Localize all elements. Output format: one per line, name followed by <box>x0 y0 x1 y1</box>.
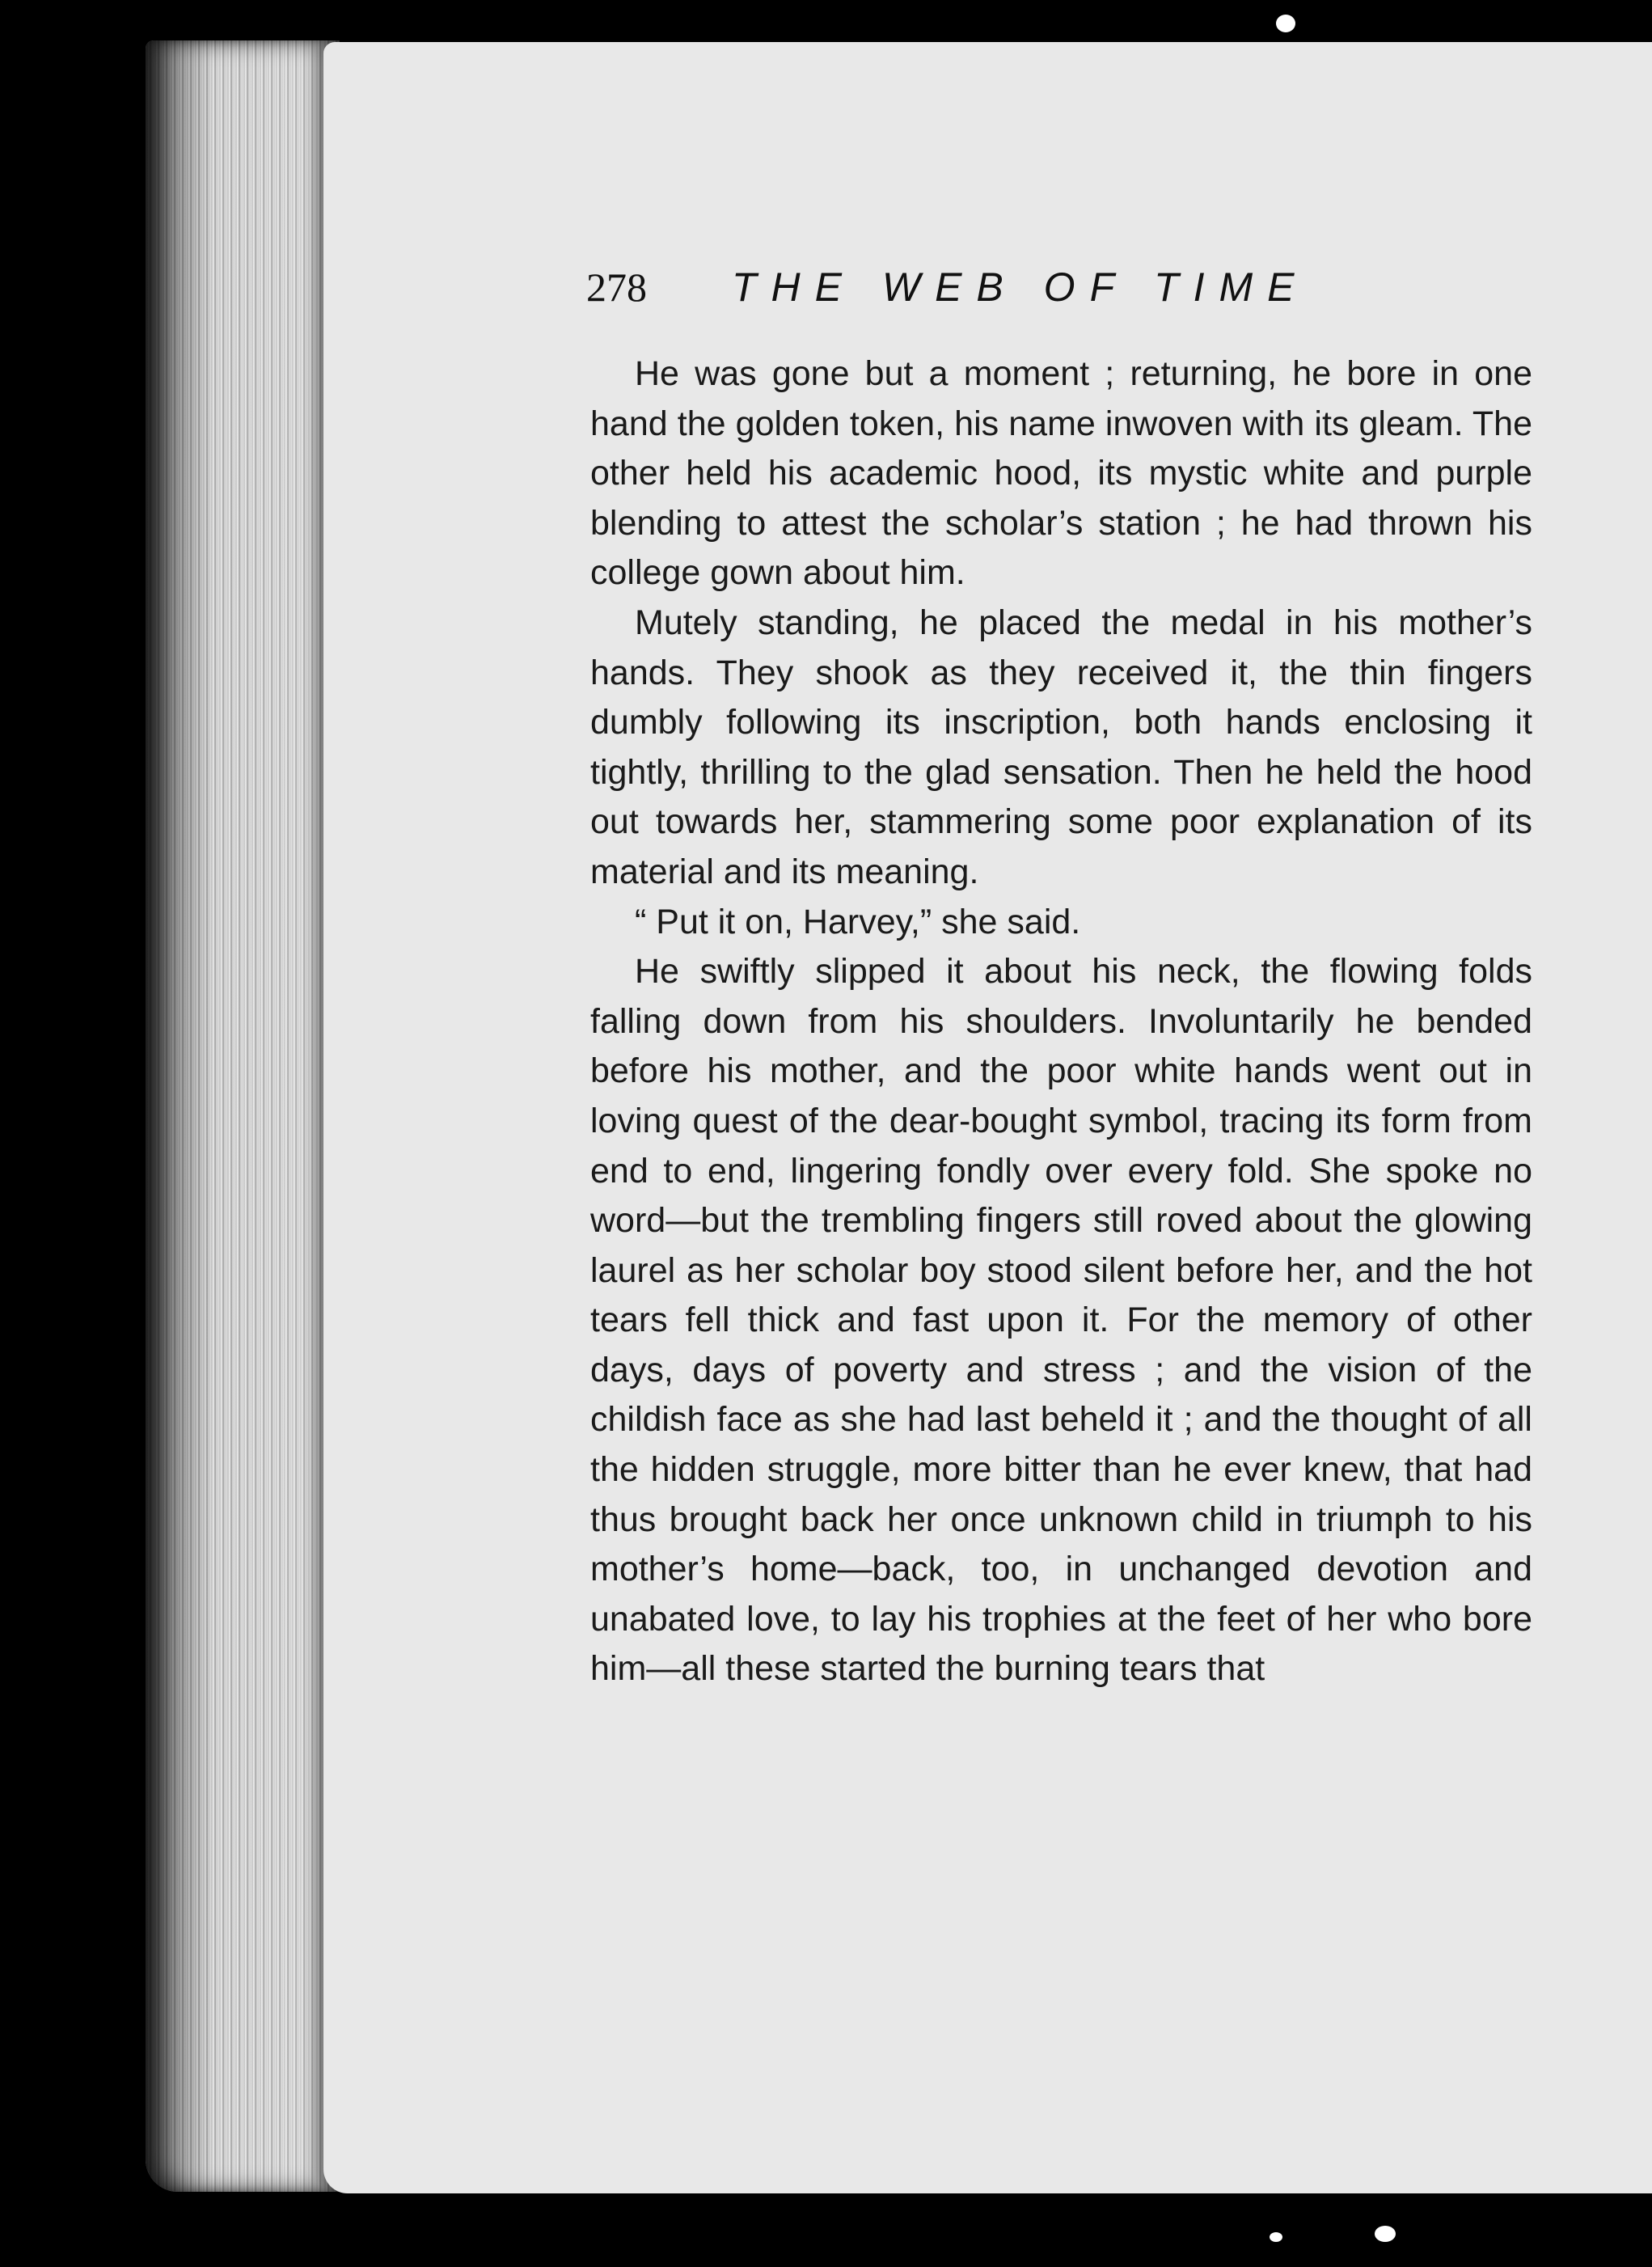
scan-speck <box>1270 2232 1282 2242</box>
running-head <box>586 264 1516 328</box>
scan-speck <box>1375 2226 1396 2242</box>
page-number: 278 <box>586 264 647 310</box>
paragraph: He swiftly slipped it about his neck, the flowing folds falling down from his shoulders. Involuntarily he bended before his mother, and the poor white hands went out in loving quest of the dear-bought symbol, tracing its form from end to end, lingering fondly over every fold. She spoke no word—but the trembling fingers still roved about the glowing laurel as her scholar boy stood silent before her, and the hot tears fell thick and fast upon it. For the memory of other days, days of poverty and stress ; and the vision of the childish face as she had last beheld it ; and the thought of all the hidden struggle, more bitter than he ever knew, that had thus brought back her once unknown child in triumph to his mother’s home—back, too, in unchanged devotion and unabated love, to lay his trophies at the feet of her who bore him—all these started the burning tears that <box>590 952 1532 1689</box>
paragraph: He was gone but a moment ; returning, he bore in one hand the golden token, his name inwoven with its gleam. The other held his academic hood, its mystic white and purple blending to attest the scholar’s station ; he had thrown his college gown about him. <box>590 354 1532 593</box>
running-title: THE WEB OF TIME <box>732 264 1309 310</box>
scan-speck <box>1276 15 1295 32</box>
body-text <box>590 349 1532 1694</box>
paragraph: “ Put it on, Harvey,” she said. <box>635 902 1081 941</box>
book-page-edge <box>146 40 340 2192</box>
paragraph: Mutely standing, he placed the medal in his mother’s hands. They shook as they received it, the thin fingers dumbly following its inscription, both hands enclosing it tightly, thrilling to the glad sensation. Then he held the hood out towards her, stammering some poor explanation of its material and its meaning. <box>590 603 1532 891</box>
